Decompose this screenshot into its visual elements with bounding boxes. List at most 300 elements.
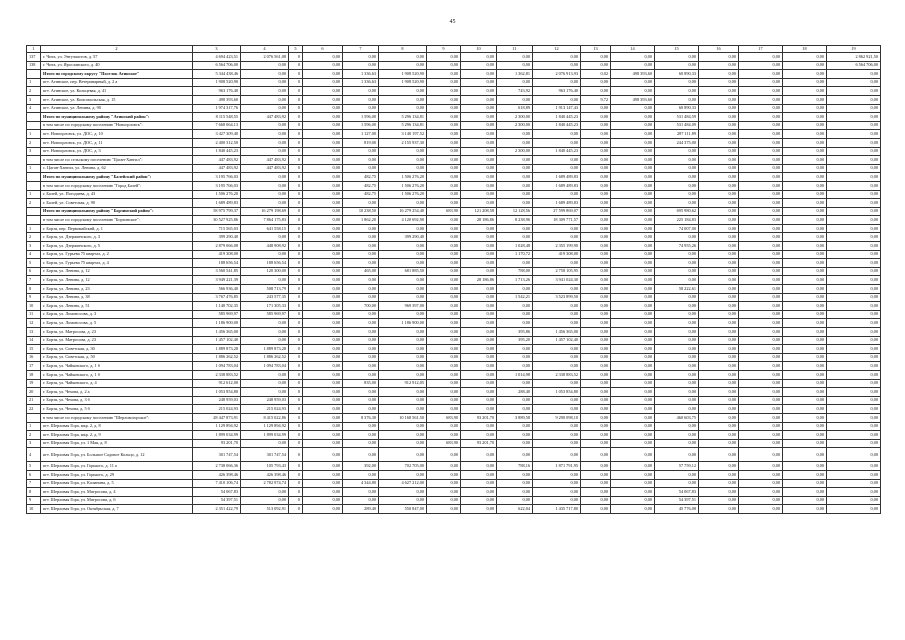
amount-cell: 0,00 — [303, 121, 343, 130]
amount-cell: 0,00 — [427, 233, 461, 242]
amount-cell: 0,00 — [655, 164, 699, 173]
amount-cell: 0,00 — [343, 156, 379, 165]
amount-cell: 0,00 — [497, 488, 533, 497]
address-cell: в том числе по городскому поселению "Новоорловск": — [41, 121, 193, 130]
table-row — [27, 53, 881, 62]
amount-cell: 0 — [289, 87, 303, 96]
amount-cell: 0,00 — [699, 78, 739, 87]
amount-cell: 0,00 — [739, 53, 783, 62]
amount-cell: 498 393,60 — [193, 95, 241, 104]
amount-cell: 0,00 — [611, 336, 655, 345]
amount-cell: 447 483,92 — [193, 156, 241, 165]
amount-cell: 0,00 — [461, 405, 497, 414]
table-row — [27, 470, 881, 479]
amount-cell: 0,00 — [699, 470, 739, 479]
amount-cell: 0,00 — [343, 164, 379, 173]
address-cell: г. Борзя, пер. Первомайский, д. 1 — [41, 224, 193, 233]
amount-cell: 0,00 — [303, 310, 343, 319]
amount-cell: 2 338 883,52 — [533, 370, 581, 379]
table-row — [27, 164, 881, 173]
amount-cell: 0,00 — [241, 328, 289, 337]
address-cell: г. Борзя, ул. Ломоносова, д. 5 — [41, 319, 193, 328]
amount-cell: 0,00 — [699, 216, 739, 225]
amount-cell: 0,00 — [699, 233, 739, 242]
amount-cell: 0 — [289, 462, 303, 471]
amount-cell: 0 — [289, 328, 303, 337]
amount-cell: 0,00 — [739, 319, 783, 328]
amount-cell: 0,00 — [343, 61, 379, 70]
amount-cell: 0,00 — [379, 259, 427, 268]
row-number: 15 — [27, 345, 41, 354]
amount-cell: 6 564 706,00 — [827, 61, 881, 70]
address-cell: г. Борзя, ул. Дзержинского, д. 5 — [41, 242, 193, 251]
amount-cell: 1 506 276,20 — [379, 173, 427, 182]
amount-cell: 0,00 — [461, 138, 497, 147]
amount-cell: 0,00 — [783, 345, 827, 354]
amount-cell: 0,00 — [611, 310, 655, 319]
amount-cell: 0,00 — [699, 405, 739, 414]
amount-cell: 0,00 — [581, 293, 611, 302]
amount-cell: 0,00 — [739, 388, 783, 397]
address-cell: пгт. Шерловая Гора, ул. Горького, д. 29 — [41, 470, 193, 479]
amount-cell: 58 975 799,37 — [193, 207, 241, 216]
amount-cell: 0,00 — [827, 104, 881, 113]
amount-cell: 0,00 — [611, 370, 655, 379]
amount-cell: 0,00 — [827, 302, 881, 311]
address-cell: г. Борзя, ул. Советская, д. 30 — [41, 345, 193, 354]
amount-cell: 0,00 — [783, 250, 827, 259]
amount-cell: 0,00 — [461, 370, 497, 379]
amount-cell: 0,00 — [739, 470, 783, 479]
amount-cell: 0,00 — [497, 470, 533, 479]
table-row — [27, 462, 881, 471]
row-number: 7 — [27, 276, 41, 285]
amount-cell: 0,00 — [827, 439, 881, 448]
amount-cell: 0,00 — [241, 336, 289, 345]
amount-cell: 0,00 — [655, 470, 699, 479]
amount-cell: 0,00 — [461, 173, 497, 182]
amount-cell: 0,00 — [827, 310, 881, 319]
amount-cell: 0,00 — [303, 293, 343, 302]
amount-cell: 0,00 — [427, 87, 461, 96]
table-row — [27, 250, 881, 259]
amount-cell: 1 542,21 — [497, 293, 533, 302]
amount-cell: 0,00 — [611, 224, 655, 233]
amount-cell: 0,00 — [461, 87, 497, 96]
amount-cell: 0,00 — [497, 479, 533, 488]
amount-cell: 0,00 — [303, 87, 343, 96]
amount-cell: 0,00 — [427, 448, 461, 462]
amount-cell: 0,00 — [783, 95, 827, 104]
amount-cell: 0,00 — [427, 70, 461, 79]
amount-cell: 0,00 — [343, 336, 379, 345]
amount-cell: 0 — [289, 250, 303, 259]
amount-cell: 0,00 — [343, 250, 379, 259]
amount-cell: 0,00 — [343, 104, 379, 113]
row-number: 4 — [27, 448, 41, 462]
address-cell: г. Борзя, ул. Чайковского, д. 4 — [41, 379, 193, 388]
table-row — [27, 310, 881, 319]
amount-cell: 683,90 — [427, 207, 461, 216]
amount-cell: 0,00 — [827, 353, 881, 362]
amount-cell: 683,90 — [427, 413, 461, 422]
amount-cell: 0,00 — [241, 121, 289, 130]
amount-cell: 0,00 — [655, 328, 699, 337]
amount-cell: 0,00 — [497, 61, 533, 70]
table-header-row — [27, 46, 881, 53]
table-row — [27, 505, 881, 514]
amount-cell: 0,00 — [581, 505, 611, 514]
amount-cell: 0 — [289, 233, 303, 242]
amount-cell: 0,00 — [581, 479, 611, 488]
amount-cell: 0 — [289, 413, 303, 422]
amount-cell: 0,00 — [343, 405, 379, 414]
amount-cell: 0,00 — [739, 233, 783, 242]
amount-cell: 0,00 — [379, 345, 427, 354]
amount-cell: 0 — [289, 138, 303, 147]
amount-cell: 0,00 — [581, 310, 611, 319]
row-number: 1 — [27, 224, 41, 233]
column-number: 8 — [379, 46, 427, 53]
amount-cell: 0,00 — [611, 505, 655, 514]
amount-cell: 0,00 — [611, 138, 655, 147]
amount-cell: 426 398,46 — [193, 470, 241, 479]
amount-cell: 0,00 — [581, 164, 611, 173]
amount-cell: 0,00 — [581, 319, 611, 328]
amount-cell: 0,00 — [427, 496, 461, 505]
amount-cell: 912 612,00 — [193, 379, 241, 388]
amount-cell: 0 — [289, 190, 303, 199]
amount-cell: 0,00 — [303, 224, 343, 233]
amount-cell: 1 889 873,28 — [193, 345, 241, 354]
table-row — [27, 130, 881, 139]
table-row — [27, 121, 881, 130]
table-row — [27, 181, 881, 190]
amount-cell: 3 195 766,03 — [193, 181, 241, 190]
amount-cell: 531 484,59 — [655, 113, 699, 122]
amount-cell: 0,00 — [581, 388, 611, 397]
table-row — [27, 488, 881, 497]
table-row — [27, 388, 881, 397]
amount-cell: 0,00 — [699, 156, 739, 165]
table-row — [27, 216, 881, 225]
amount-cell: 0,00 — [827, 413, 881, 422]
amount-cell: 2 862 921,50 — [827, 53, 881, 62]
amount-cell: 0,00 — [497, 156, 533, 165]
amount-cell: 0,00 — [343, 362, 379, 371]
amount-cell: 3 140 197,52 — [379, 130, 427, 139]
amount-cell: 0,00 — [427, 259, 461, 268]
amount-cell: 1 506 276,20 — [379, 181, 427, 190]
row-number — [27, 70, 41, 79]
table-row — [27, 439, 881, 448]
amount-cell: 0,00 — [379, 87, 427, 96]
amount-cell: 0,00 — [581, 431, 611, 440]
row-number: 19 — [27, 379, 41, 388]
amount-cell: 0 — [289, 370, 303, 379]
amount-cell: 0,00 — [699, 138, 739, 147]
amount-cell: 0,00 — [379, 388, 427, 397]
amount-cell: 0,00 — [379, 285, 427, 294]
row-number: 137 — [27, 53, 41, 62]
amount-cell: 0,00 — [783, 224, 827, 233]
amount-cell: 0,00 — [379, 147, 427, 156]
amount-cell: 0,00 — [379, 396, 427, 405]
amount-cell: 0,00 — [611, 242, 655, 251]
amount-cell: 0 — [289, 431, 303, 440]
amount-cell: 28 186,86 — [461, 216, 497, 225]
amount-cell: 392,00 — [343, 462, 379, 471]
amount-cell: 0,00 — [533, 130, 581, 139]
amount-cell: 0,00 — [379, 405, 427, 414]
amount-cell: 0,00 — [303, 61, 343, 70]
total-row — [27, 70, 881, 79]
row-number: 1 — [27, 164, 41, 173]
amount-cell: 0,00 — [827, 345, 881, 354]
amount-cell: 1 871 791,95 — [533, 462, 581, 471]
address-cell: Итого по городскому округу "Поселок Агинское" — [41, 70, 193, 79]
amount-cell: 0,00 — [699, 259, 739, 268]
amount-cell: 0,00 — [461, 267, 497, 276]
amount-cell: 0,00 — [379, 431, 427, 440]
amount-cell: 0,00 — [427, 199, 461, 208]
amount-cell: 0,00 — [461, 345, 497, 354]
amount-cell: 0,00 — [655, 439, 699, 448]
amount-cell: 1 028,48 — [497, 242, 533, 251]
amount-cell: 0,00 — [699, 276, 739, 285]
amount-cell: 835,00 — [343, 379, 379, 388]
amount-cell: 0,00 — [783, 104, 827, 113]
table-row — [27, 276, 881, 285]
amount-cell: 0,00 — [303, 164, 343, 173]
amount-cell: 0,00 — [827, 431, 881, 440]
table-row — [27, 328, 881, 337]
amount-cell: 0,00 — [343, 422, 379, 431]
amount-cell: 0,00 — [827, 242, 881, 251]
amount-cell: 0,00 — [783, 276, 827, 285]
table-row — [27, 431, 881, 440]
address-cell: г. Чита, ул. Ярославского, д. 40 — [41, 61, 193, 70]
amount-cell: 0,00 — [427, 121, 461, 130]
amount-cell: 0,00 — [611, 396, 655, 405]
address-cell: г. Борзя, ул. Дзержинского, д. 3 — [41, 233, 193, 242]
amount-cell: 28 447 873,91 — [193, 413, 241, 422]
row-number: 10 — [27, 505, 41, 514]
amount-cell: 5 344 438,46 — [193, 70, 241, 79]
amount-cell: 0,00 — [827, 259, 881, 268]
amount-cell: 45 776,08 — [655, 505, 699, 514]
amount-cell: 0,00 — [827, 336, 881, 345]
amount-cell: 0,00 — [303, 147, 343, 156]
amount-cell: 0,00 — [379, 422, 427, 431]
amount-cell: 0,00 — [827, 190, 881, 199]
amount-cell: 0,00 — [739, 405, 783, 414]
address-cell: пгт. Агинское, ул. Комсомольская, д. 15 — [41, 95, 193, 104]
amount-cell: 0,00 — [303, 242, 343, 251]
amount-cell: 0,00 — [827, 470, 881, 479]
amount-cell: 0,00 — [497, 439, 533, 448]
amount-cell: 0,00 — [699, 362, 739, 371]
amount-cell: 0 — [289, 147, 303, 156]
amount-cell: 0,00 — [611, 413, 655, 422]
amount-cell: 0,00 — [827, 164, 881, 173]
address-cell: г. Борзя, ул. Ленина, д. 12 — [41, 276, 193, 285]
amount-cell: 3 767 476,85 — [193, 293, 241, 302]
amount-cell: 0,00 — [699, 95, 739, 104]
amount-cell: 0,00 — [783, 173, 827, 182]
amount-cell: 0,00 — [827, 147, 881, 156]
amount-cell: 0,00 — [581, 396, 611, 405]
amount-cell: 0,00 — [241, 130, 289, 139]
amount-cell: 1 840 445,23 — [193, 147, 241, 156]
amount-cell: 0,00 — [611, 53, 655, 62]
row-number: 3 — [27, 147, 41, 156]
amount-cell: 0,00 — [303, 370, 343, 379]
amount-cell: 3 889,58 — [497, 413, 533, 422]
amount-cell: 0,00 — [699, 224, 739, 233]
amount-cell: 0,00 — [497, 405, 533, 414]
amount-cell: 1 053 854,80 — [193, 388, 241, 397]
amount-cell: 0,00 — [699, 130, 739, 139]
amount-cell: 0,00 — [427, 479, 461, 488]
amount-cell: 16 279 254,40 — [379, 207, 427, 216]
amount-cell: 0,00 — [303, 276, 343, 285]
amount-cell: 0,00 — [303, 130, 343, 139]
row-number: 7 — [27, 479, 41, 488]
amount-cell: 1 862,20 — [343, 216, 379, 225]
amount-cell: 0,00 — [303, 267, 343, 276]
amount-cell: 1 127,00 — [343, 130, 379, 139]
amount-cell: 0,00 — [497, 78, 533, 87]
amount-cell: 0,00 — [241, 190, 289, 199]
amount-cell: 0,00 — [739, 396, 783, 405]
row-number: 8 — [27, 285, 41, 294]
amount-cell: 0,00 — [497, 199, 533, 208]
amount-cell: 0,00 — [343, 470, 379, 479]
amount-cell: 683,90 — [427, 439, 461, 448]
amount-cell: 0 — [289, 70, 303, 79]
amount-cell: 0 — [289, 164, 303, 173]
column-number: 10 — [461, 46, 497, 53]
address-cell: пгт. Шерловая Гора, ул. Матросова, д. 6 — [41, 496, 193, 505]
amount-cell: 0,00 — [581, 233, 611, 242]
amount-cell: 0,00 — [655, 276, 699, 285]
amount-cell: 0,00 — [303, 448, 343, 462]
column-number: 3 — [193, 46, 241, 53]
column-number: 12 — [533, 46, 581, 53]
amount-cell: 0,00 — [611, 164, 655, 173]
amount-cell: 0,00 — [533, 302, 581, 311]
amount-cell: 0,00 — [241, 138, 289, 147]
amount-cell: 0,00 — [581, 199, 611, 208]
amount-cell: 0,00 — [783, 181, 827, 190]
amount-cell: 0,00 — [533, 164, 581, 173]
amount-cell: 0,00 — [827, 370, 881, 379]
amount-cell: 0,00 — [241, 276, 289, 285]
row-number: 4 — [27, 104, 41, 113]
amount-cell: 0,00 — [699, 462, 739, 471]
total-row — [27, 113, 881, 122]
amount-cell: 0,00 — [827, 207, 881, 216]
amount-cell: 0,00 — [461, 470, 497, 479]
column-number: 11 — [497, 46, 533, 53]
amount-cell: 0,00 — [581, 285, 611, 294]
table-row — [27, 405, 881, 414]
amount-cell: 0,00 — [533, 496, 581, 505]
amount-cell: 0,00 — [611, 233, 655, 242]
amount-cell: 74 007,00 — [655, 224, 699, 233]
amount-cell: 0,00 — [739, 70, 783, 79]
amount-cell: 9,72 — [581, 95, 611, 104]
amount-cell: 0,00 — [827, 448, 881, 462]
amount-cell: 1 899 034,99 — [241, 431, 289, 440]
amount-cell: 0,00 — [241, 173, 289, 182]
amount-cell: 0,00 — [427, 104, 461, 113]
amount-cell: 0,00 — [427, 310, 461, 319]
amount-cell: 0,00 — [783, 121, 827, 130]
amount-cell: 0,00 — [699, 293, 739, 302]
amount-cell: 0,00 — [783, 462, 827, 471]
address-cell: в том числе по городскому поселению "Шерловогорское": — [41, 413, 193, 422]
amount-cell: 0,00 — [427, 181, 461, 190]
amount-cell: 0,00 — [379, 242, 427, 251]
address-cell: г. Борзя, ул. Ленина, д. 23 — [41, 285, 193, 294]
amount-cell: 0,00 — [461, 156, 497, 165]
amount-cell: 0,00 — [533, 362, 581, 371]
amount-cell: 0,00 — [699, 431, 739, 440]
amount-cell: 482,75 — [343, 190, 379, 199]
amount-cell: 8 238,96 — [497, 216, 533, 225]
amount-cell: 622,04 — [497, 505, 533, 514]
amount-cell: 0,00 — [533, 448, 581, 462]
amount-cell: 419 308,00 — [193, 250, 241, 259]
amount-cell: 0,00 — [343, 259, 379, 268]
amount-cell: 0,00 — [739, 95, 783, 104]
table-row — [27, 496, 881, 505]
amount-cell: 0,00 — [303, 302, 343, 311]
amount-cell: 0,00 — [461, 53, 497, 62]
amount-cell: 1 094 783,04 — [241, 362, 289, 371]
amount-cell: 0,00 — [827, 199, 881, 208]
amount-cell: 0,00 — [581, 147, 611, 156]
amount-cell: 641 558,15 — [241, 224, 289, 233]
table-row — [27, 156, 881, 165]
column-number: 9 — [427, 46, 461, 53]
amount-cell: 0,00 — [427, 267, 461, 276]
amount-cell: 0 — [289, 293, 303, 302]
row-number — [27, 156, 41, 165]
amount-cell: 5 296 134,81 — [379, 113, 427, 122]
amount-cell: 0,00 — [581, 488, 611, 497]
amount-cell: 3 560 541,85 — [193, 267, 241, 276]
amount-cell: 0,00 — [699, 87, 739, 96]
amount-cell: 0,00 — [461, 113, 497, 122]
amount-cell: 2 758 105,95 — [533, 267, 581, 276]
amount-cell: 0,00 — [427, 95, 461, 104]
amount-cell: 0,00 — [611, 302, 655, 311]
amount-cell: 0,00 — [699, 242, 739, 251]
amount-cell: 2 155 937,30 — [379, 138, 427, 147]
amount-cell: 0,00 — [581, 53, 611, 62]
address-cell: пгт. Агинское, ул. Кольцевая, д. 41 — [41, 87, 193, 96]
amount-cell: 0,00 — [497, 164, 533, 173]
amount-cell: 0,00 — [699, 121, 739, 130]
amount-cell: 0 — [289, 267, 303, 276]
amount-cell: 0,00 — [783, 61, 827, 70]
amount-cell: 0,00 — [427, 470, 461, 479]
amount-cell: 963 176,40 — [533, 87, 581, 96]
amount-cell: 0,00 — [241, 439, 289, 448]
